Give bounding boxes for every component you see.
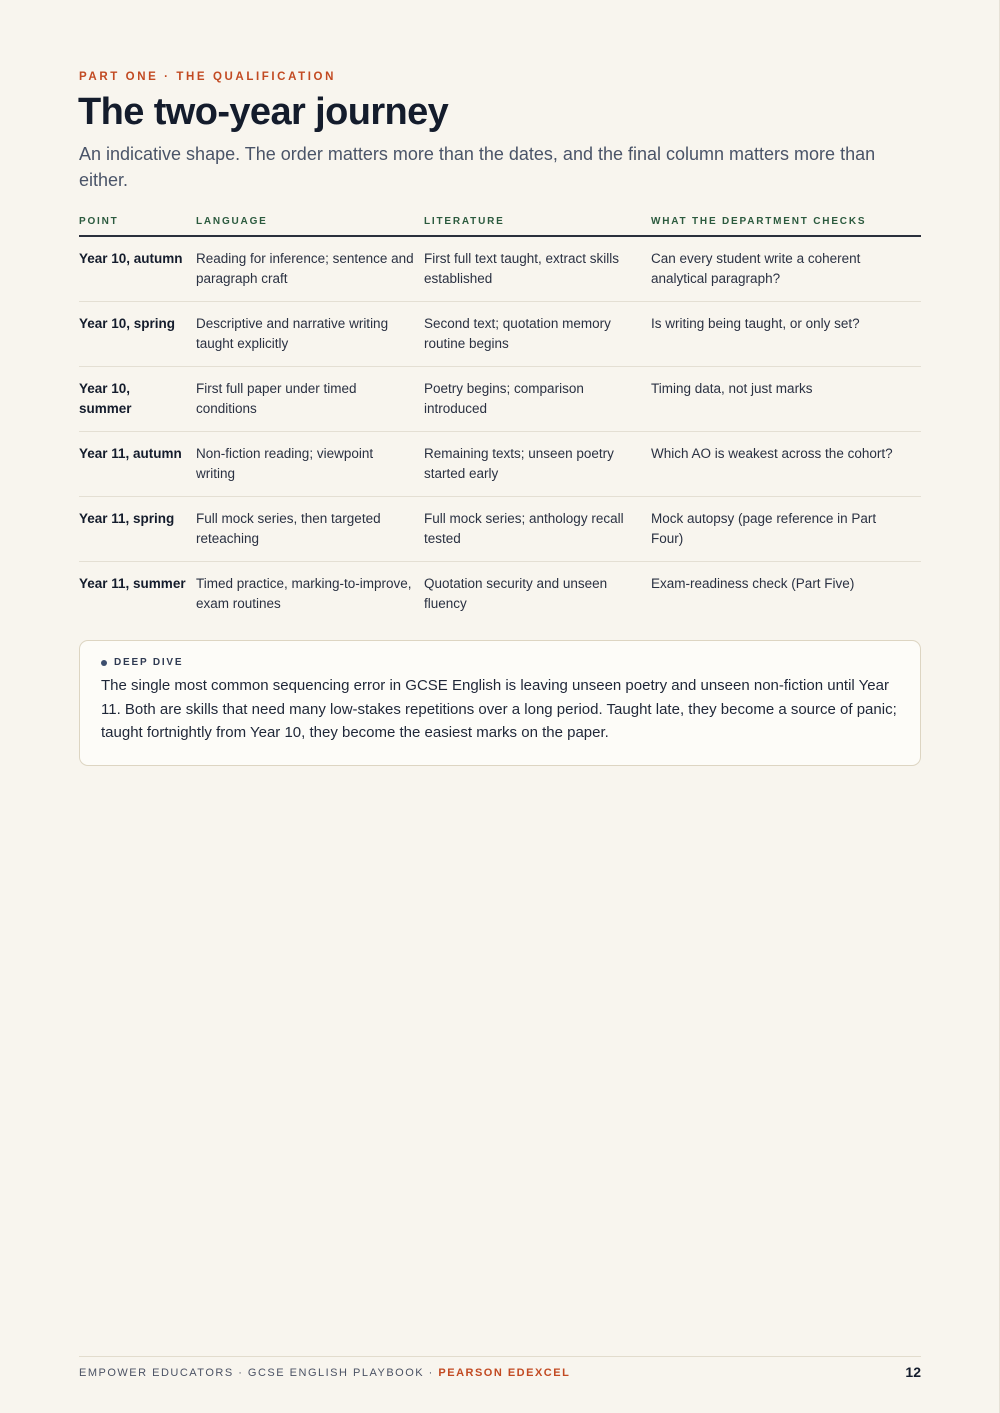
table-row — [79, 432, 921, 497]
footer-brand: PEARSON EDEXCEL — [438, 1367, 571, 1379]
cell-point: Year 11, autumn — [79, 432, 196, 497]
cell-point: Year 11, summer — [79, 576, 186, 591]
table-row — [79, 562, 921, 627]
table-header-row — [79, 210, 921, 236]
deep-dive-label: DEEP DIVE — [114, 657, 184, 668]
cell-checks: Exam-readiness check (Part Five) — [651, 576, 855, 591]
cell-literature: Quotation security and unseen fluency — [424, 576, 608, 611]
cell-language: Reading for inference; sentence and paragraph craft — [196, 236, 424, 302]
page-number: 12 — [905, 1364, 921, 1380]
cell-point: Year 11, spring — [79, 497, 196, 562]
deep-dive-callout — [79, 640, 921, 766]
header-point: POINT — [79, 210, 196, 236]
cell-literature: Second text; quotation memory routine begins — [424, 302, 651, 367]
cell-language: Full mock series, then targeted reteaching — [196, 497, 424, 562]
cell-checks: Timing data, not just marks — [651, 367, 921, 432]
cell-point: Year 10, autumn — [79, 236, 196, 302]
journey-table — [79, 210, 921, 626]
table-row — [79, 497, 921, 562]
header-literature: LITERATURE — [424, 210, 651, 236]
section-eyebrow: PART ONE · THE QUALIFICATION — [79, 71, 337, 83]
cell-language: Non-fiction reading; viewpoint writing — [196, 432, 424, 497]
cell-point: Year 10, summer — [79, 367, 196, 432]
cell-point: Year 10, spring — [79, 302, 196, 367]
cell-checks: Is writing being taught, or only set? — [651, 302, 921, 367]
footer-divider — [79, 1356, 921, 1357]
table-row — [79, 367, 921, 432]
cell-language: Timed practice, marking-to-improve, exam routines — [196, 576, 412, 611]
page-lede: An indicative shape. The order matters more than the dates, and the final column matters more than either. — [79, 144, 876, 190]
footer-running-head — [79, 1367, 570, 1379]
page-title: The two-year journey — [78, 91, 449, 133]
cell-language: Descriptive and narrative writing taught explicitly — [196, 302, 424, 367]
header-checks: WHAT THE DEPARTMENT CHECKS — [651, 210, 921, 236]
footer-publication: EMPOWER EDUCATORS · GCSE ENGLISH PLAYBOOK · — [79, 1367, 439, 1379]
cell-language: First full paper under timed conditions — [196, 367, 424, 432]
deep-dive-heading — [101, 657, 899, 668]
deep-dive-text: The single most common sequencing error in GCSE English is leaving unseen poetry and unseen non-fiction until Year 11. Both are skills that need many low-stakes repetitions over a long period. Taught late, they become a source of panic; taught fortnightly from Year 10, they become the easiest marks on the paper. — [101, 677, 897, 741]
header-language: LANGUAGE — [196, 210, 424, 236]
cell-checks: Can every student write a coherent analytical paragraph? — [651, 236, 921, 302]
cell-literature: Full mock series; anthology recall tested — [424, 497, 651, 562]
dot-icon — [101, 660, 107, 666]
cell-checks: Which AO is weakest across the cohort? — [651, 432, 921, 497]
table-row — [79, 302, 921, 367]
cell-literature: Poetry begins; comparison introduced — [424, 367, 651, 432]
cell-literature: Remaining texts; unseen poetry started early — [424, 432, 651, 497]
table-row — [79, 236, 921, 302]
cell-checks: Mock autopsy (page reference in Part Four) — [651, 497, 921, 562]
cell-literature: First full text taught, extract skills established — [424, 236, 651, 302]
